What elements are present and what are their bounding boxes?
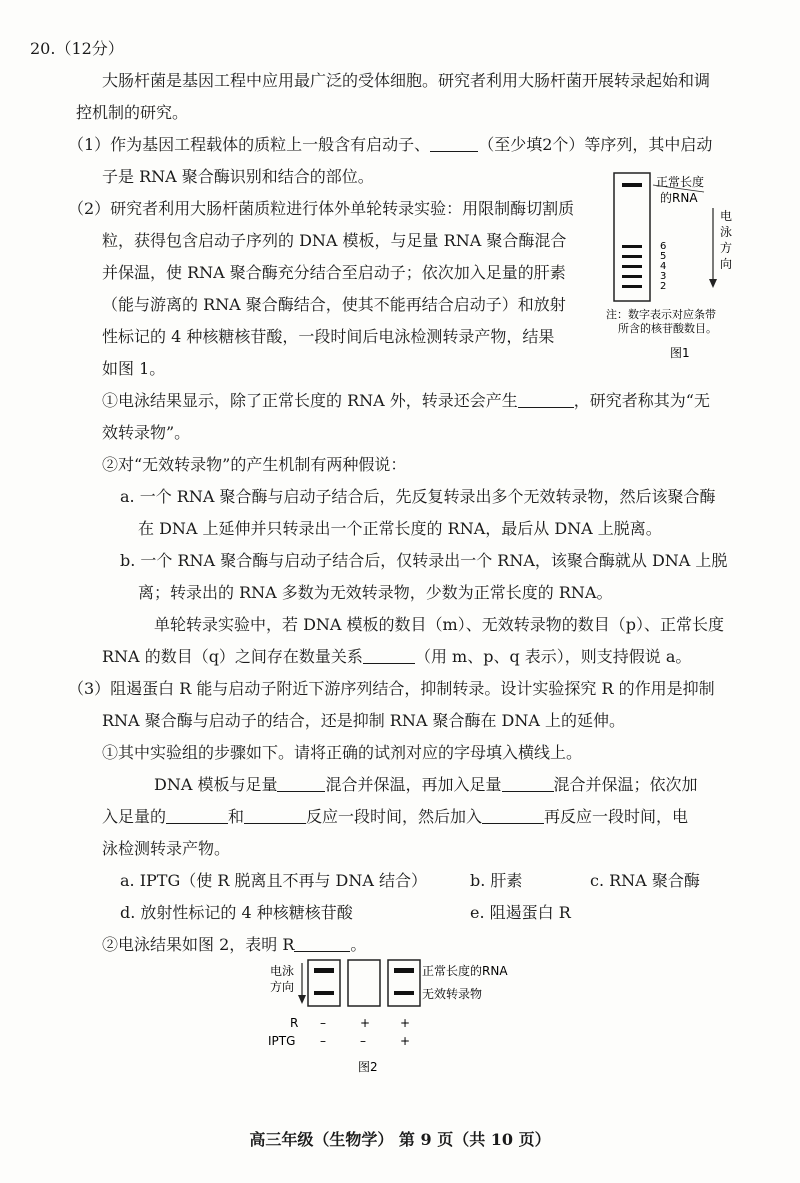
part3-step-intro: ①其中实验组的步骤如下。请将正确的试剂对应的字母填入横线上。 bbox=[102, 743, 583, 762]
step-text-2: 混合并保温，再加入足量 bbox=[325, 775, 502, 794]
question-number: 20.（12分） bbox=[30, 39, 124, 58]
page-footer: 高三年级（生物学） 第 9 页（共 10 页） bbox=[249, 1130, 551, 1149]
relation-before: RNA 的数目（q）之间存在数量关系 bbox=[102, 647, 363, 666]
figure1-note-1: 注：数字表示对应条带 bbox=[606, 308, 716, 321]
part2-q1-after: ，研究者称其为“无 bbox=[573, 391, 710, 410]
figure2-caption: 图2 bbox=[358, 1060, 378, 1074]
figure1-band-2 bbox=[622, 285, 642, 288]
part1-line-2: 子是 RNA 聚合酶识别和结合的部位。 bbox=[102, 167, 374, 186]
figure2-lane1-band-normal bbox=[314, 968, 334, 973]
figure2-label-normal: 正常长度的RNA bbox=[422, 964, 508, 978]
answer-blank-5[interactable] bbox=[502, 775, 554, 792]
figure2-lane-1 bbox=[308, 960, 340, 1006]
figure-1 bbox=[600, 170, 750, 365]
answer-blank-6[interactable] bbox=[166, 807, 228, 824]
step-text-1: DNA 模板与足量 bbox=[154, 775, 278, 794]
figure1-arrow-head bbox=[709, 279, 717, 288]
part1-text-before: （1）作为基因工程载体的质粒上一般含有启动子、 bbox=[68, 135, 431, 154]
figure2-direction-1: 电泳 bbox=[270, 964, 295, 978]
part2-line-6: 如图 1。 bbox=[102, 359, 166, 378]
part2-q1-before: ①电泳结果显示，除了正常长度的 RNA 外，转录还会产生 bbox=[102, 391, 518, 410]
figure1-band-4 bbox=[622, 265, 642, 268]
figure2-iptg-sign-1: – bbox=[320, 1034, 326, 1048]
step-text-6: 反应一段时间，然后加入 bbox=[306, 807, 483, 826]
option-e: e. 阻遏蛋白 R bbox=[470, 903, 571, 922]
single-round-line: 单轮转录实验中，若 DNA 模板的数目（m）、无效转录物的数目（p）、正常长度 bbox=[154, 615, 724, 634]
part2-line-1: （2）研究者利用大肠杆菌质粒进行体外单轮转录实验：用限制酶切割质 bbox=[68, 199, 575, 218]
figure1-num-3: 3 bbox=[660, 271, 667, 282]
answer-blank-9[interactable] bbox=[294, 935, 350, 952]
figure1-direction-3: 方 bbox=[720, 241, 733, 255]
part3-steps-line-2 bbox=[102, 806, 688, 828]
figure1-band-6 bbox=[622, 245, 642, 248]
option-c: c. RNA 聚合酶 bbox=[590, 871, 700, 890]
part2-line-5: 性标记的 4 种核糖核苷酸，一段时间后电泳检测转录产物，结果 bbox=[102, 327, 555, 346]
step-text-3: 混合并保温；依次加 bbox=[553, 775, 698, 794]
answer-blank-1[interactable] bbox=[430, 135, 478, 152]
part2-line-3: 并保温，使 RNA 聚合酶充分结合至启动子；依次加入足量的肝素 bbox=[102, 263, 566, 282]
figure1-direction-1: 电 bbox=[720, 209, 733, 223]
part1-line-1 bbox=[68, 134, 712, 156]
part3-q2-before: ②电泳结果如图 2，表明 R bbox=[102, 935, 295, 954]
part3-steps-line-3: 泳检测转录产物。 bbox=[102, 839, 231, 858]
hypothesis-a-line-2: 在 DNA 上延伸并只转录出一个正常长度的 RNA，最后从 DNA 上脱离。 bbox=[138, 519, 662, 538]
figure2-iptg-sign-2: – bbox=[360, 1034, 366, 1048]
step-text-5: 和 bbox=[228, 807, 245, 826]
figure2-lane-2 bbox=[348, 960, 380, 1006]
figure1-num-2: 2 bbox=[660, 281, 667, 292]
figure2-arrow-head bbox=[298, 995, 306, 1004]
figure2-r-sign-3: + bbox=[400, 1016, 411, 1030]
hypothesis-b-line-2: 离；转录出的 RNA 多数为无效转录物，少数为正常长度的 RNA。 bbox=[138, 583, 613, 602]
figure1-note-2: 所含的核苷酸数目。 bbox=[618, 322, 717, 335]
figure2-r-sign-2: + bbox=[360, 1016, 371, 1030]
figure2-iptg-sign-3: + bbox=[400, 1034, 411, 1048]
figure2-lane1-band-abortive bbox=[314, 991, 334, 995]
part1-text-after: （至少填2个）等序列，其中启动 bbox=[478, 135, 713, 154]
figure1-label-normal-2: 的RNA bbox=[660, 191, 698, 205]
figure1-caption: 图1 bbox=[670, 346, 690, 360]
part2-line-4: （能与游离的 RNA 聚合酶结合，使其不能再结合启动子）和放射 bbox=[102, 295, 566, 314]
hypothesis-a-line-1: a. 一个 RNA 聚合酶与启动子结合后，先反复转录出多个无效转录物，然后该聚合酶 bbox=[120, 487, 716, 506]
hypothesis-b-line-1: b. 一个 RNA 聚合酶与启动子结合后，仅转录出一个 RNA，该聚合酶就从 DNA 上脱 bbox=[120, 551, 728, 570]
figure2-row-label-iptg: IPTG bbox=[268, 1034, 296, 1048]
figure1-band-3 bbox=[622, 275, 642, 278]
part2-q2: ②对“无效转录物”的产生机制有两种假说： bbox=[102, 455, 407, 474]
intro-line-1: 大肠杆菌是基因工程中应用最广泛的受体细胞。研究者利用大肠杆菌开展转录起始和调 bbox=[102, 71, 711, 90]
figure1-label-normal-1: 正常长度 bbox=[656, 175, 705, 189]
figure2-lane-3 bbox=[388, 960, 420, 1006]
figure2-lane3-band-abortive bbox=[394, 991, 414, 995]
answer-blank-7[interactable] bbox=[244, 807, 306, 824]
part2-line-2: 粒，获得包含启动子序列的 DNA 模板，与足量 RNA 聚合酶混合 bbox=[102, 231, 567, 250]
answer-blank-4[interactable] bbox=[277, 775, 325, 792]
figure1-gel-lane bbox=[614, 173, 650, 301]
option-b: b. 肝素 bbox=[470, 871, 523, 890]
part3-q2-line bbox=[102, 934, 366, 956]
figure1-num-5: 5 bbox=[660, 251, 667, 262]
part3-steps-line-1 bbox=[154, 774, 698, 796]
figure1-num-4: 4 bbox=[660, 261, 667, 272]
part2-q1-line bbox=[102, 390, 710, 412]
option-d: d. 放射性标记的 4 种核糖核苷酸 bbox=[120, 903, 353, 922]
answer-blank-2[interactable] bbox=[518, 391, 574, 408]
figure2-lane3-band-normal bbox=[394, 968, 414, 973]
part3-line-2: RNA 聚合酶与启动子的结合，还是抑制 RNA 聚合酶在 DNA 上的延伸。 bbox=[102, 711, 626, 730]
figure2-r-sign-1: – bbox=[320, 1016, 326, 1030]
figure2-row-label-r: R bbox=[290, 1016, 299, 1030]
answer-blank-3[interactable] bbox=[363, 647, 415, 664]
figure2-direction-2: 方向 bbox=[270, 980, 295, 994]
figure1-direction-4: 向 bbox=[720, 257, 733, 271]
relation-line bbox=[102, 646, 691, 668]
part3-line-1: （3）阻遏蛋白 R 能与启动子附近下游序列结合，抑制转录。设计实验探究 R 的作用是抑制 bbox=[68, 679, 715, 698]
figure1-num-6: 6 bbox=[660, 241, 667, 252]
answer-blank-8[interactable] bbox=[482, 807, 544, 824]
option-a: a. IPTG（使 R 脱离且不再与 DNA 结合） bbox=[120, 871, 428, 890]
relation-after: （用 m、p、q 表示），则支持假说 a。 bbox=[414, 647, 692, 666]
figure2-label-abortive: 无效转录物 bbox=[422, 987, 483, 1001]
step-text-4: 入足量的 bbox=[102, 807, 167, 826]
figure1-band-normal-rna bbox=[622, 183, 642, 187]
intro-line-2: 控机制的研究。 bbox=[76, 103, 189, 122]
figure-2 bbox=[260, 955, 540, 1080]
figure1-band-5 bbox=[622, 255, 642, 258]
part3-q2-after: 。 bbox=[350, 935, 367, 954]
part2-q1-line-2: 效转录物”。 bbox=[102, 423, 191, 442]
figure1-direction-2: 泳 bbox=[720, 225, 733, 239]
step-text-7: 再反应一段时间，电 bbox=[544, 807, 689, 826]
